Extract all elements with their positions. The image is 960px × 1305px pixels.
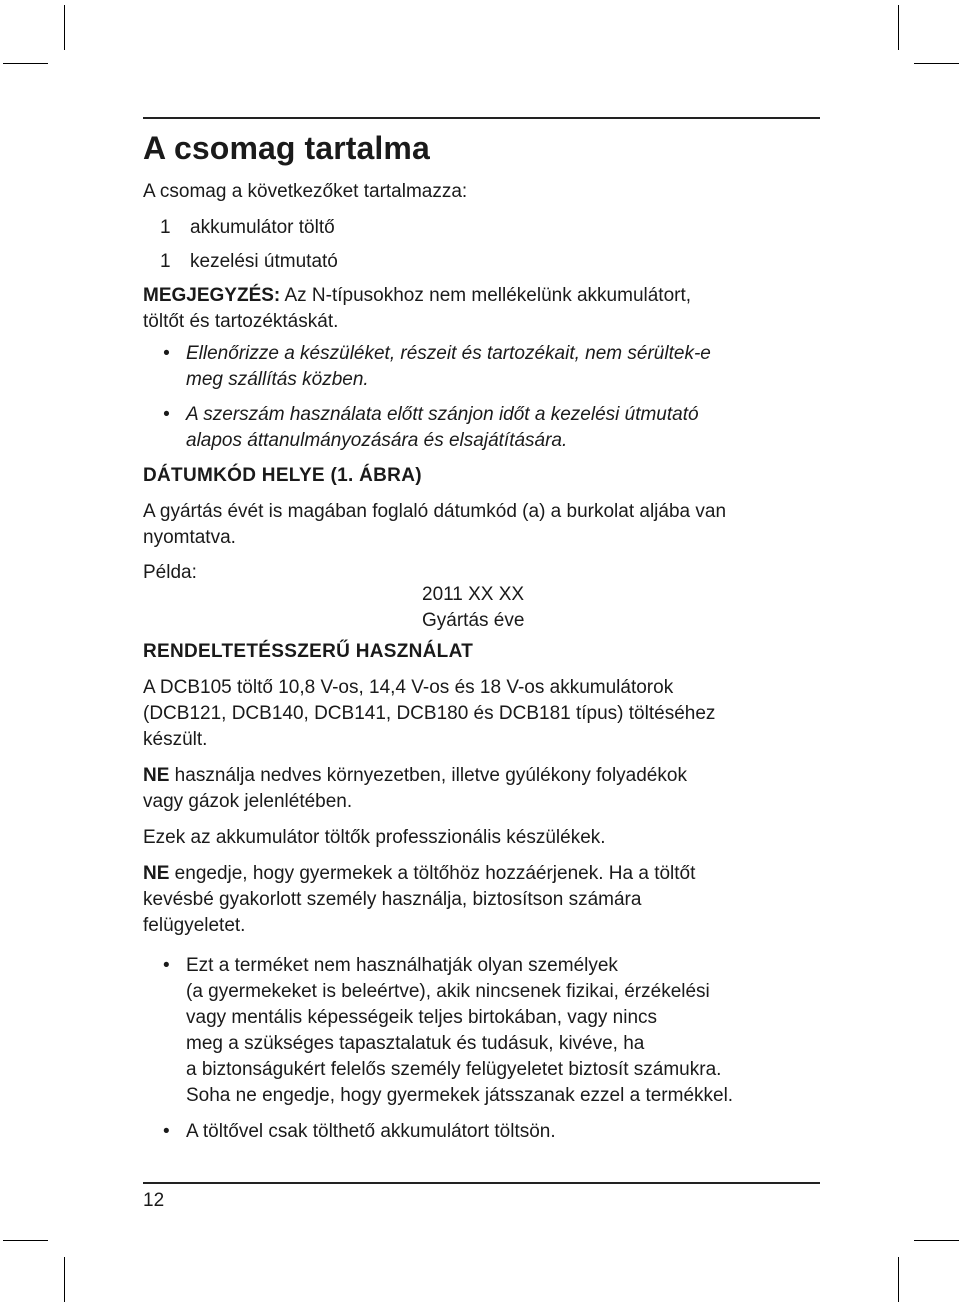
datecode-line: nyomtatva. xyxy=(143,527,236,548)
bullet-text: vagy mentális képességeik teljes birtokában, vagy nincs xyxy=(186,1007,658,1028)
paragraph-line: A DCB105 töltő 10,8 V-os, 14,4 V-os és 18 V-os akkumulátorok xyxy=(143,677,674,698)
crop-mark xyxy=(3,1240,48,1241)
usage-paragraph-4 xyxy=(143,861,823,939)
note-label: MEGJEGYZÉS: xyxy=(143,285,281,306)
usage-heading: RENDELTETÉSSZERŰ HASZNÁLAT xyxy=(143,641,474,662)
bullet-text: a biztonságukért felelős személy felügyeletet biztosít számukra. xyxy=(186,1059,722,1080)
paragraph-line: használja nedves környezetben, illetve gyúlékony folyadékok xyxy=(169,765,687,786)
page-title: A csomag tartalma xyxy=(143,130,430,166)
bullet-text: A töltővel csak tölthető akkumulátort töltsön. xyxy=(186,1121,556,1142)
list-item xyxy=(143,215,823,241)
example-caption: Gyártás éve xyxy=(422,610,525,631)
page-number: 12 xyxy=(143,1190,165,1211)
item-name: kezelési útmutató xyxy=(190,251,338,272)
bullet-text: alapos áttanulmányozására és elsajátítására. xyxy=(186,430,568,451)
emphasis: NE xyxy=(143,765,170,786)
example-label: Példa: xyxy=(143,562,197,583)
note xyxy=(143,283,823,335)
bullet-text: A szerszám használata előtt szánjon időt a kezelési útmutató xyxy=(186,404,699,425)
bullet-text: Soha ne engedje, hogy gyermekek játsszanak ezzel a termékkel. xyxy=(186,1085,734,1106)
item-name: akkumulátor töltő xyxy=(190,217,335,238)
item-quantity: 1 xyxy=(160,217,171,238)
crop-mark xyxy=(914,1240,959,1241)
example-block xyxy=(422,582,823,634)
paragraph-line: felügyeletet. xyxy=(143,915,246,936)
contents-list xyxy=(143,215,823,275)
bullet-text: Ellenőrizze a készüléket, részeit és tartozékait, nem sérültek-e xyxy=(186,343,711,364)
usage-bullets xyxy=(143,953,823,1145)
list-item: • Ezt a terméket nem használhatják olyan személyek (a gyermekeket is beleértve), akik nincsenek fizikai, érzékelési vagy mentális képességeik teljes birtokában, vagy nincs meg a szükséges tapasztalatuk és tudásuk, kivéve, ha a biztonságukért felelős személy felügyeletet biztosít számukra. Soha ne engedje, hogy gyermekek játsszanak ezzel a termékkel. xyxy=(163,955,734,1106)
crop-mark xyxy=(898,5,899,50)
paragraph-line: engedje, hogy gyermekek a töltőhöz hozzáérjenek. Ha a töltőt xyxy=(169,863,696,884)
crop-mark xyxy=(3,63,48,64)
item-quantity: 1 xyxy=(160,251,171,272)
crop-mark xyxy=(64,5,65,50)
example-code: 2011 XX XX xyxy=(422,584,525,605)
bullet-text: Ezt a terméket nem használhatják olyan személyek xyxy=(186,955,618,976)
note-text: Az N-típusokhoz nem mellékelünk akkumulátort, xyxy=(280,285,692,306)
list-item xyxy=(143,249,823,275)
bullet-text: meg szállítás közben. xyxy=(186,369,369,390)
usage-paragraph-2 xyxy=(143,763,823,815)
bottom-rule xyxy=(143,1182,820,1184)
intro-text: A csomag a következőket tartalmazza: xyxy=(143,181,468,202)
crop-mark xyxy=(64,1257,65,1302)
note-text: töltőt és tartozéktáskát. xyxy=(143,311,339,332)
usage-paragraph-3: Ezek az akkumulátor töltők professzionális készülékek. xyxy=(143,827,606,848)
paragraph-line: kevésbé gyakorlott személy használja, biztosítson számára xyxy=(143,889,642,910)
page-content xyxy=(143,130,823,1155)
crop-mark xyxy=(898,1257,899,1302)
usage-paragraph-1 xyxy=(143,675,823,753)
list-item: • A töltővel csak tölthető akkumulátort töltsön. xyxy=(163,1121,556,1142)
list-item: • Ellenőrizze a készüléket, részeit és tartozékait, nem sérültek-e meg szállítás közben. xyxy=(163,343,711,390)
bullet-text: meg a szükséges tapasztalatuk és tudásuk, kivéve, ha xyxy=(186,1033,645,1054)
list-item: • A szerszám használata előtt szánjon időt a kezelési útmutató alapos áttanulmányozására és elsajátítására. xyxy=(163,404,699,451)
paragraph-line: (DCB121, DCB140, DCB141, DCB180 és DCB181 típus) töltéséhez xyxy=(143,703,716,724)
crop-mark xyxy=(914,63,959,64)
check-bullets xyxy=(143,341,823,454)
datecode-line: A gyártás évét is magában foglaló dátumkód (a) a burkolat aljába van xyxy=(143,501,727,522)
datecode-text xyxy=(143,499,823,551)
bullet-text: (a gyermekeket is beleértve), akik nincsenek fizikai, érzékelési xyxy=(186,981,710,1002)
emphasis: NE xyxy=(143,863,170,884)
top-rule xyxy=(143,117,820,119)
paragraph-line: készült. xyxy=(143,729,208,750)
paragraph-line: vagy gázok jelenlétében. xyxy=(143,791,353,812)
datecode-heading: DÁTUMKÓD HELYE (1. ÁBRA) xyxy=(143,465,422,486)
